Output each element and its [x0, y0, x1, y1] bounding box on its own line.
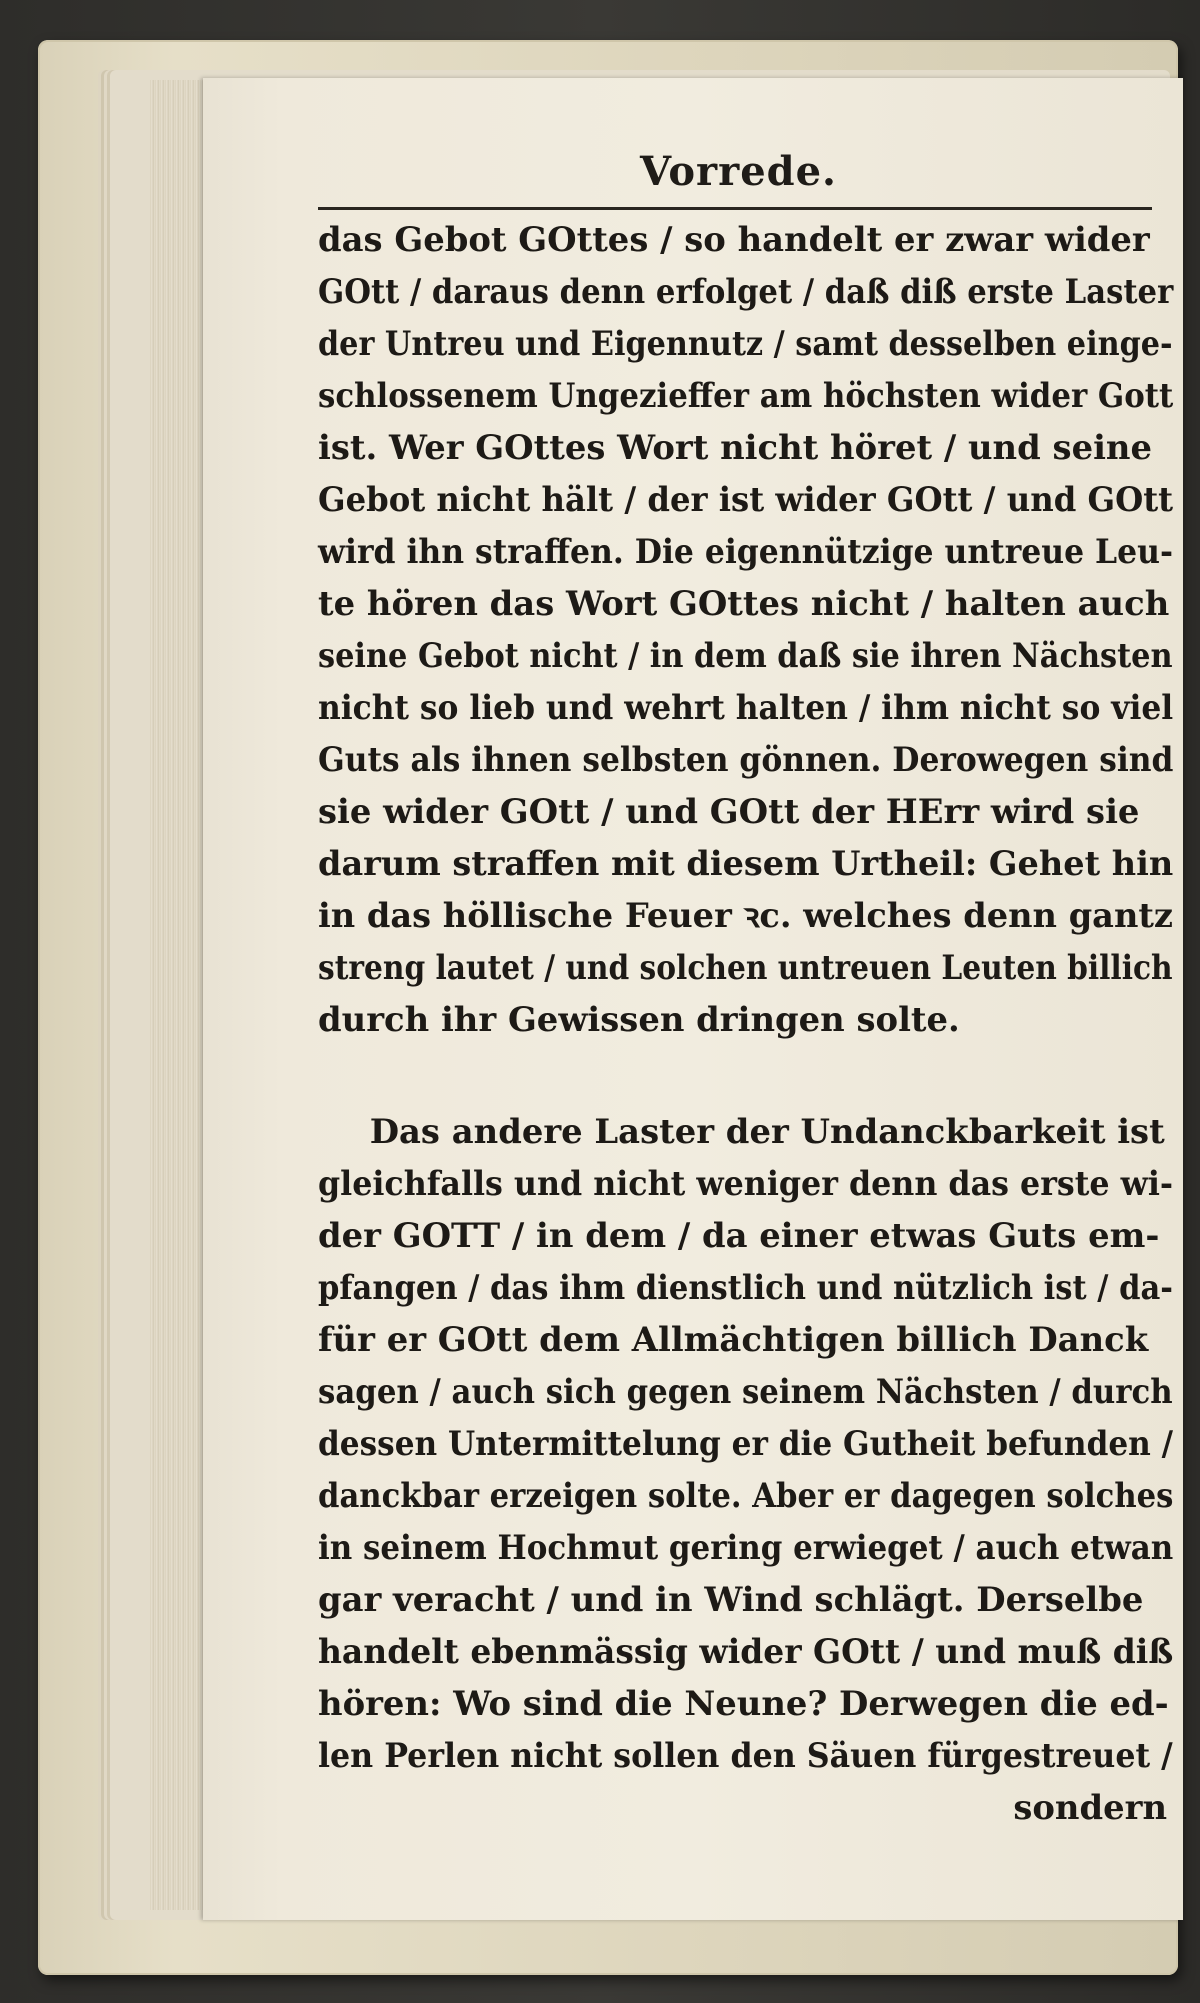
text-line: wird ihn straffen. Die eigennützige untreue Leu- [318, 532, 1174, 572]
text-line: gleichfalls und nicht weniger denn das erste wi- [318, 1164, 1174, 1204]
text-line: len Perlen nicht sollen den Säuen fürgestreuet / [318, 1736, 1173, 1776]
page-edges [150, 80, 210, 1910]
text-line: sagen / auch sich gegen seinem Nächsten / durch [318, 1372, 1173, 1412]
body-text [318, 214, 1178, 1834]
text-line: pfangen / das ihm dienstlich und nützlich ist / da- [318, 1268, 1173, 1308]
text-line: in das höllische Feuer ꝛc. welches denn gantz [318, 896, 1174, 936]
text-line: Guts als ihnen selbsten gönnen. Derowegen sind [318, 740, 1174, 780]
text-line: Gebot nicht hält / der ist wider GOtt / und GOtt [318, 480, 1174, 520]
running-header: Vorrede. [640, 148, 837, 195]
text-line: der Untreu und Eigennutz / samt desselben einge- [318, 324, 1173, 364]
catchword: sondern [1013, 1788, 1168, 1828]
paragraph-1 [318, 214, 1178, 1046]
paragraph-2 [318, 1106, 1178, 1782]
text-line: dessen Untermittelung er die Gutheit befunden / [318, 1424, 1174, 1464]
text-line: schlossenem Ungezieffer am höchsten wider Gott [318, 376, 1174, 416]
header-rule [318, 207, 1152, 210]
text-line: handelt ebenmässig wider GOtt / und muß diß [318, 1632, 1174, 1672]
text-line: streng lautet / und solchen untreuen Leuten billich [318, 948, 1173, 988]
text-line: ist. Wer GOttes Wort nicht höret / und seine [318, 428, 1153, 468]
text-line: gar veracht / und in Wind schlägt. Derselbe [318, 1580, 1144, 1620]
text-line: hören: Wo sind die Neune? Derwegen die ed- [318, 1684, 1169, 1724]
text-line: das Gebot GOttes / so handelt er zwar wider [318, 220, 1150, 260]
text-line: te hören das Wort GOttes nicht / halten auch [318, 584, 1170, 624]
text-line: seine Gebot nicht / in dem daß sie ihren Nächsten [318, 636, 1173, 676]
text-line: in seinem Hochmut gering erwieget / auch etwan [318, 1528, 1174, 1568]
text-line: GOtt / daraus denn erfolget / daß diß erste Laster [318, 272, 1174, 312]
text-line: darum straffen mit diesem Urtheil: Gehet hin [318, 844, 1174, 884]
text-line: danckbar erzeigen solte. Aber er dagegen solches [318, 1476, 1174, 1516]
paragraph-gap [318, 1046, 1178, 1106]
text-line: der GOTT / in dem / da einer etwas Guts em- [318, 1216, 1160, 1256]
text-line: sie wider GOtt / und GOtt der HErr wird sie [318, 792, 1140, 832]
text-line: Das andere Laster der Undanckbarkeit ist [369, 1112, 1165, 1152]
text-line: für er GOtt dem Allmächtigen billich Danck [318, 1320, 1149, 1360]
text-line: nicht so lieb und wehrt halten / ihm nicht so viel [318, 688, 1174, 728]
text-line: durch ihr Gewissen dringen solte. [318, 1000, 960, 1040]
